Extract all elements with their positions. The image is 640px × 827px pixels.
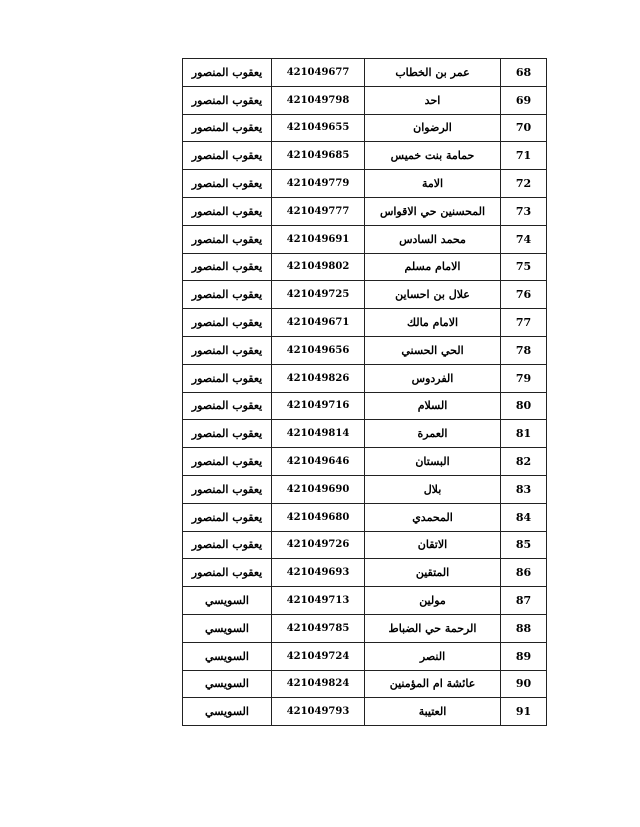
code-cell: 421049671 xyxy=(272,309,365,337)
row-number-cell: 82 xyxy=(501,448,547,476)
area-cell: السويسي xyxy=(183,587,272,615)
table-row xyxy=(183,197,547,225)
table-row xyxy=(183,309,547,337)
row-number-cell: 89 xyxy=(501,642,547,670)
area-cell: يعقوب المنصور xyxy=(183,281,272,309)
code-cell: 421049656 xyxy=(272,336,365,364)
table-row xyxy=(183,475,547,503)
code-cell: 421049655 xyxy=(272,114,365,142)
name-cell: علال بن احساين xyxy=(365,281,501,309)
row-number-cell: 72 xyxy=(501,170,547,198)
row-number-cell: 75 xyxy=(501,253,547,281)
table-row xyxy=(183,364,547,392)
name-cell: عائشة ام المؤمنين xyxy=(365,670,501,698)
row-number-cell: 68 xyxy=(501,59,547,87)
table-row xyxy=(183,59,547,87)
name-cell: السلام xyxy=(365,392,501,420)
code-cell: 421049793 xyxy=(272,698,365,726)
name-cell: المحسنين حي الاقواس xyxy=(365,197,501,225)
name-cell: بلال xyxy=(365,475,501,503)
mosque-list-table xyxy=(182,58,547,726)
area-cell: السويسي xyxy=(183,642,272,670)
code-cell: 421049713 xyxy=(272,587,365,615)
area-cell: يعقوب المنصور xyxy=(183,59,272,87)
row-number-cell: 77 xyxy=(501,309,547,337)
area-cell: يعقوب المنصور xyxy=(183,475,272,503)
name-cell: العمرة xyxy=(365,420,501,448)
row-number-cell: 86 xyxy=(501,559,547,587)
table-row xyxy=(183,114,547,142)
area-cell: يعقوب المنصور xyxy=(183,420,272,448)
code-cell: 421049690 xyxy=(272,475,365,503)
code-cell: 421049802 xyxy=(272,253,365,281)
table-row xyxy=(183,225,547,253)
table-row xyxy=(183,392,547,420)
table-body xyxy=(183,59,547,726)
name-cell: المتقين xyxy=(365,559,501,587)
table-row xyxy=(183,142,547,170)
row-number-cell: 85 xyxy=(501,531,547,559)
area-cell: يعقوب المنصور xyxy=(183,531,272,559)
table-row xyxy=(183,531,547,559)
area-cell: يعقوب المنصور xyxy=(183,448,272,476)
table-row xyxy=(183,698,547,726)
name-cell: العتيبة xyxy=(365,698,501,726)
area-cell: يعقوب المنصور xyxy=(183,142,272,170)
table-row xyxy=(183,614,547,642)
code-cell: 421049646 xyxy=(272,448,365,476)
name-cell: احد xyxy=(365,86,501,114)
row-number-cell: 73 xyxy=(501,197,547,225)
code-cell: 421049826 xyxy=(272,364,365,392)
table-row xyxy=(183,170,547,198)
row-number-cell: 87 xyxy=(501,587,547,615)
code-cell: 421049777 xyxy=(272,197,365,225)
name-cell: الامة xyxy=(365,170,501,198)
code-cell: 421049685 xyxy=(272,142,365,170)
code-cell: 421049798 xyxy=(272,86,365,114)
code-cell: 421049824 xyxy=(272,670,365,698)
row-number-cell: 74 xyxy=(501,225,547,253)
name-cell: الرضوان xyxy=(365,114,501,142)
row-number-cell: 90 xyxy=(501,670,547,698)
code-cell: 421049677 xyxy=(272,59,365,87)
row-number-cell: 91 xyxy=(501,698,547,726)
name-cell: الرحمة حي الضباط xyxy=(365,614,501,642)
table-row xyxy=(183,420,547,448)
table-row xyxy=(183,253,547,281)
table-row xyxy=(183,670,547,698)
table-row xyxy=(183,503,547,531)
row-number-cell: 76 xyxy=(501,281,547,309)
table-row xyxy=(183,336,547,364)
name-cell: مولين xyxy=(365,587,501,615)
row-number-cell: 88 xyxy=(501,614,547,642)
row-number-cell: 84 xyxy=(501,503,547,531)
name-cell: الفردوس xyxy=(365,364,501,392)
row-number-cell: 71 xyxy=(501,142,547,170)
row-number-cell: 83 xyxy=(501,475,547,503)
table-row xyxy=(183,642,547,670)
area-cell: السويسي xyxy=(183,698,272,726)
area-cell: يعقوب المنصور xyxy=(183,364,272,392)
code-cell: 421049716 xyxy=(272,392,365,420)
row-number-cell: 79 xyxy=(501,364,547,392)
table-row xyxy=(183,86,547,114)
name-cell: النصر xyxy=(365,642,501,670)
table-row xyxy=(183,448,547,476)
code-cell: 421049680 xyxy=(272,503,365,531)
area-cell: يعقوب المنصور xyxy=(183,559,272,587)
area-cell: السويسي xyxy=(183,614,272,642)
row-number-cell: 81 xyxy=(501,420,547,448)
area-cell: يعقوب المنصور xyxy=(183,336,272,364)
code-cell: 421049726 xyxy=(272,531,365,559)
area-cell: يعقوب المنصور xyxy=(183,170,272,198)
area-cell: يعقوب المنصور xyxy=(183,114,272,142)
name-cell: الامام مسلم xyxy=(365,253,501,281)
name-cell: عمر بن الخطاب xyxy=(365,59,501,87)
code-cell: 421049724 xyxy=(272,642,365,670)
row-number-cell: 70 xyxy=(501,114,547,142)
table-row xyxy=(183,559,547,587)
name-cell: الحي الحسني xyxy=(365,336,501,364)
area-cell: يعقوب المنصور xyxy=(183,309,272,337)
table-row xyxy=(183,587,547,615)
table-row xyxy=(183,281,547,309)
name-cell: الاتقان xyxy=(365,531,501,559)
code-cell: 421049693 xyxy=(272,559,365,587)
row-number-cell: 80 xyxy=(501,392,547,420)
area-cell: يعقوب المنصور xyxy=(183,197,272,225)
name-cell: حمامة بنت خميس xyxy=(365,142,501,170)
area-cell: يعقوب المنصور xyxy=(183,86,272,114)
code-cell: 421049814 xyxy=(272,420,365,448)
area-cell: يعقوب المنصور xyxy=(183,225,272,253)
row-number-cell: 78 xyxy=(501,336,547,364)
name-cell: محمد السادس xyxy=(365,225,501,253)
code-cell: 421049725 xyxy=(272,281,365,309)
name-cell: البستان xyxy=(365,448,501,476)
area-cell: يعقوب المنصور xyxy=(183,253,272,281)
name-cell: الامام مالك xyxy=(365,309,501,337)
code-cell: 421049691 xyxy=(272,225,365,253)
row-number-cell: 69 xyxy=(501,86,547,114)
area-cell: يعقوب المنصور xyxy=(183,503,272,531)
area-cell: السويسي xyxy=(183,670,272,698)
name-cell: المحمدي xyxy=(365,503,501,531)
code-cell: 421049785 xyxy=(272,614,365,642)
area-cell: يعقوب المنصور xyxy=(183,392,272,420)
code-cell: 421049779 xyxy=(272,170,365,198)
